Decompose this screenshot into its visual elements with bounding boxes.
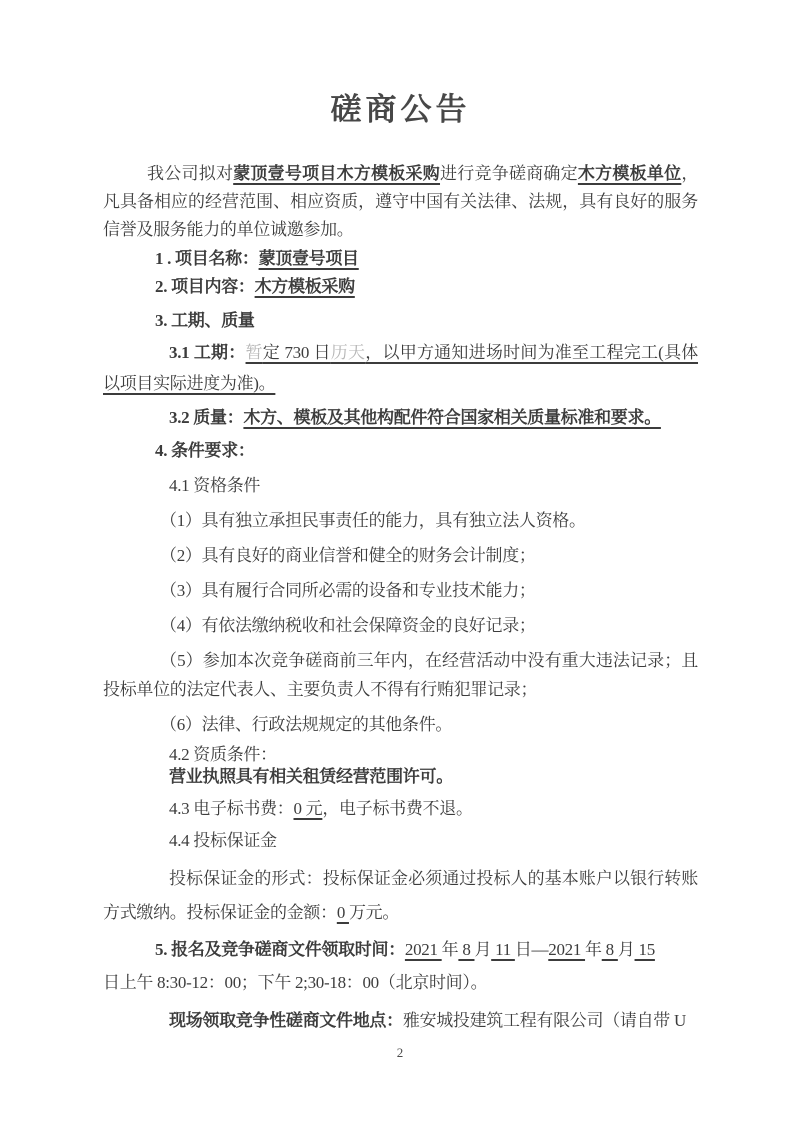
section-4-4-heading: 4.4 投标保证金 [169,831,277,850]
item-project-name [103,246,698,272]
section-3-1-duration [103,337,698,399]
condition-6: （6）法律、行政法规规定的其他条件。 [160,715,453,734]
section-3-heading: 3. 工期、质量 [155,311,255,330]
end-month: 8 [601,940,618,959]
document-title: 磋商公告 [330,92,471,127]
project-procurement-name: 蒙顶壹号项目木方模板采购 [233,164,441,183]
intro-paragraph [103,160,698,244]
end-day: 15 [634,940,655,959]
section-3-1-label: 3.1 工期： [169,343,246,362]
condition-3: （3）具有履行合同所必需的设备和专业技术能力； [160,581,536,600]
intro-text-post: ，凡具备相应的经营范围、相应资质，遵守中国有关法律、法规，具有良好的服务信誉及服务能力的单位诚邀参加。 [103,164,699,239]
section-3-2-label: 3.2 质量： [169,408,244,427]
faded-char-1: 暂 [245,343,263,362]
end-year: 2021 [548,940,586,959]
condition-5: （5）参加本次竞争磋商前三年内，在经营活动中没有重大违法记录；且投标单位的法定代表人、主要负责人不得有行贿犯罪记录； [103,651,698,699]
pickup-location-value: 雅安城投建筑工程有限公司（请自带 U [402,1011,686,1030]
item-project-name-label: 1 . 项目名称： [155,249,259,268]
faded-char-2: 历天 [330,343,366,362]
item-project-content-value: 木方模板采购 [254,277,355,296]
year-char-2: 年 [585,940,602,959]
condition-1: （1）具有独立承担民事责任的能力，具有独立法人资格。 [160,511,586,530]
condition-2: （2）具有良好的商业信誉和健全的财务会计制度； [160,546,536,565]
start-month: 8 [458,940,475,959]
start-year: 2021 [404,940,442,959]
intro-text-pre: 我公司拟对 [147,164,234,183]
duration-days: 定 730 日 [262,343,331,362]
duration-rest: ，以甲方通知进场时间为准至工程完工(具体以项目实际进度为准)。 [103,343,699,393]
deposit-paragraph [103,862,698,930]
section-3-2-value: 木方、模板及其他构配件符合国家相关质量标准和要求。 [243,408,661,427]
pickup-location-line [103,1008,698,1034]
fee-amount: 0 元 [293,799,323,818]
start-day: 11 [491,940,515,959]
section-4-heading: 4. 条件要求： [155,441,255,460]
section-4-3-label: 4.3 电子标书费： [169,799,294,818]
item-project-content [103,274,698,300]
section-4-2-heading: 4.2 资质条件： [169,745,277,764]
section-4-1-heading: 4.1 资格条件 [169,476,261,495]
page-number: 2 [396,1045,404,1060]
section-5-schedule [103,933,698,999]
item-project-name-value: 蒙顶壹号项目 [258,249,359,268]
page-content [103,88,698,1034]
intro-text-mid: 进行竞争磋商确定 [440,164,578,183]
pickup-location-label: 现场领取竞争性磋商文件地点： [169,1011,403,1030]
day-dash: 日— [514,940,549,959]
supplier-unit-name: 木方模板单位 [577,164,682,183]
deposit-amount: 0 [336,903,349,922]
year-char: 年 [441,940,459,959]
deposit-unit: 万元。 [348,903,400,922]
section-3-2-quality [103,402,698,433]
condition-4: （4）有依法缴纳税收和社会保障资金的良好记录； [160,616,536,635]
item-project-content-label: 2. 项目内容： [155,277,255,296]
section-4-3-fee [103,796,698,822]
month-char-2: 月 [617,940,635,959]
section-4-2-value: 营业执照具有相关租赁经营范围许可。 [169,767,453,786]
deposit-text: 投标保证金的形式：投标保证金必须通过投标人的基本账户以银行转账方式缴纳。投标保证金的金额： [103,869,698,922]
section-5-label: 5. 报名及竞争磋商文件领取时间： [155,940,405,959]
month-char: 月 [474,940,492,959]
section-4-3-rest: ，电子标书费不退。 [322,799,473,818]
office-hours: 日上午 8:30-12：00；下午 2;30-18：00（北京时间）。 [103,973,488,992]
